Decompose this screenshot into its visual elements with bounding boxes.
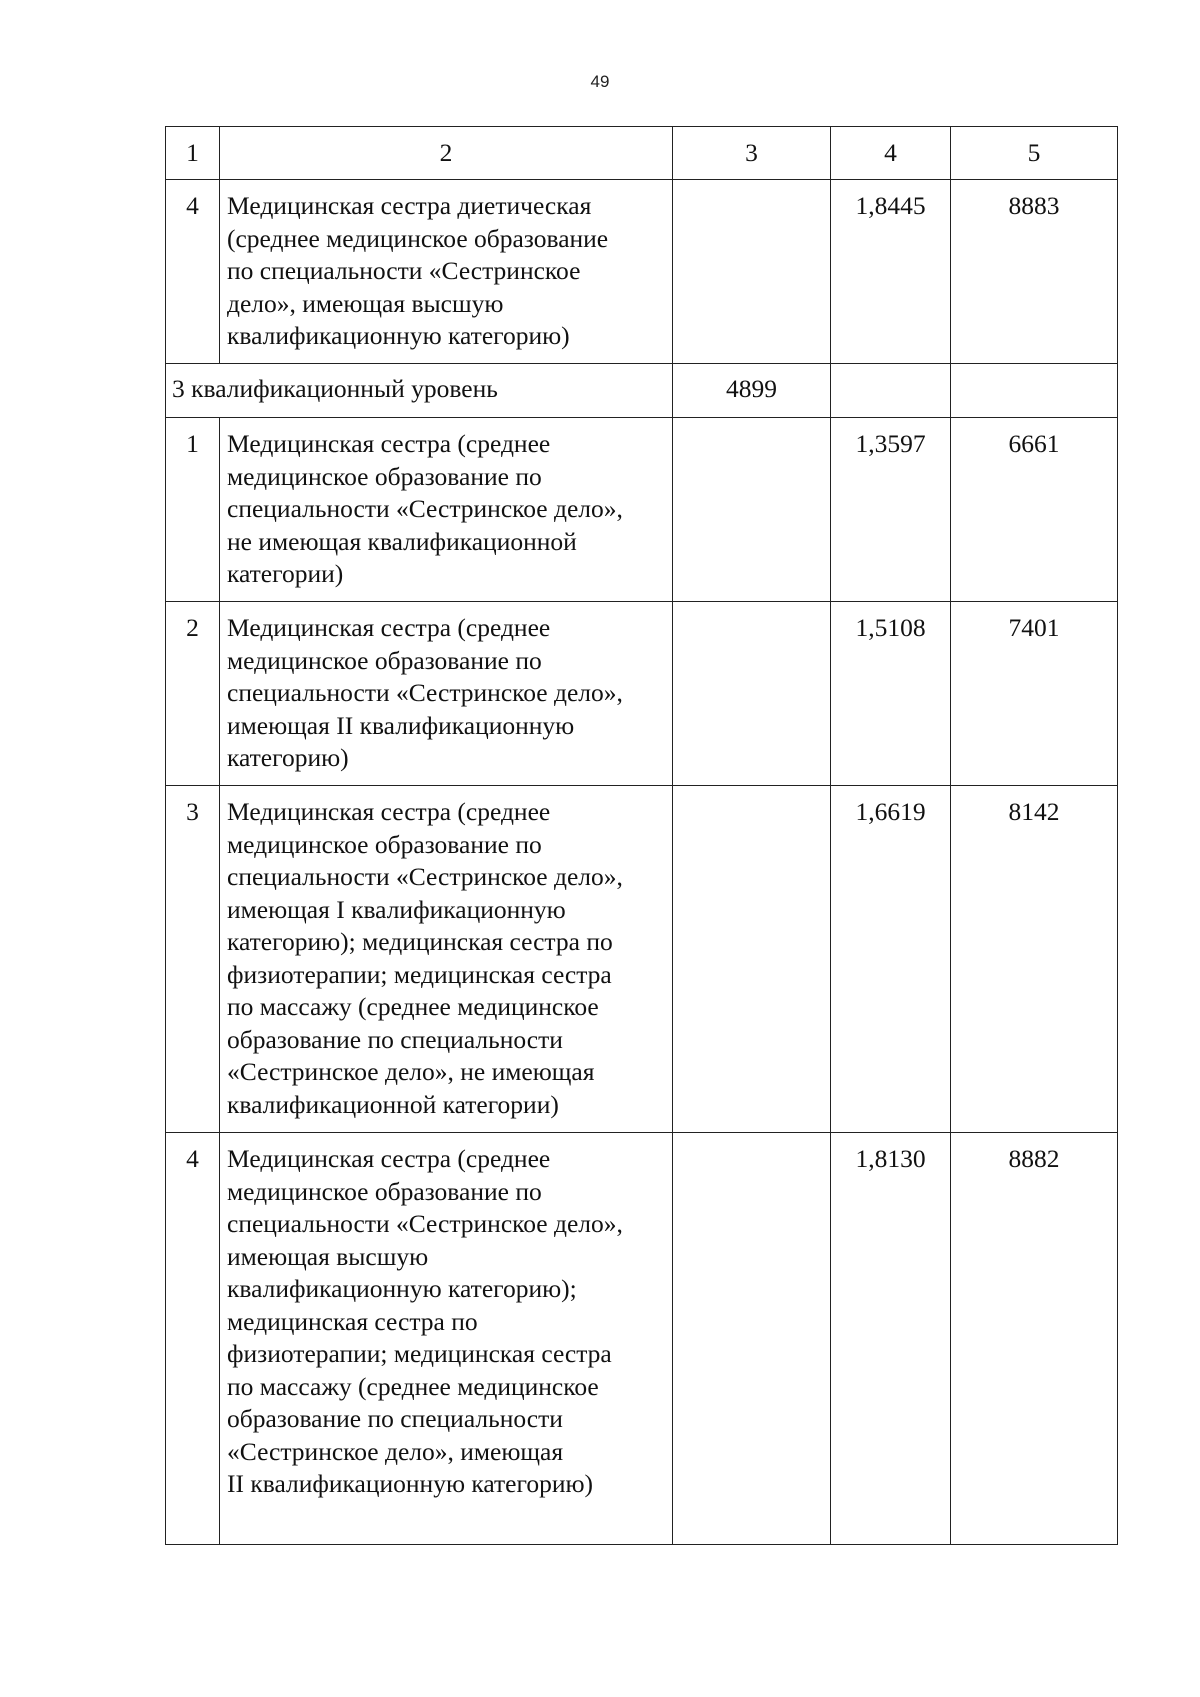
table-row	[166, 786, 1118, 1133]
table-row	[166, 180, 1118, 364]
salary-amount: 8882	[951, 1133, 1118, 1545]
position-description: Медицинская сестра (среднее медицинское образование по специальности «Сестринское дело», имеющая II квалификационную категорию)	[220, 602, 673, 786]
base-salary	[673, 1133, 831, 1545]
row-number: 1	[166, 418, 220, 602]
salary-table	[165, 126, 1118, 1545]
column-header: 4	[831, 127, 951, 180]
position-description: Медицинская сестра (среднее медицинское образование по специальности «Сестринское дело», имеющая высшую квалификационную категорию); медицинская сестра по физиотерапии; медицинская сестра по массажу (среднее медицинское образование по специальности «Сестринское дело», имеющая II квалификационную категорию)	[220, 1133, 673, 1545]
base-salary: 4899	[673, 364, 831, 418]
row-number: 4	[166, 1133, 220, 1545]
row-number: 3	[166, 786, 220, 1133]
coefficient: 1,6619	[831, 786, 951, 1133]
coefficient	[831, 364, 951, 418]
coefficient: 1,8130	[831, 1133, 951, 1545]
column-header: 3	[673, 127, 831, 180]
position-description: Медицинская сестра (среднее медицинское образование по специальности «Сестринское дело», имеющая I квалификационную категорию); медицинская сестра по физиотерапии; медицинская сестра по массажу (среднее медицинское образование по специальности «Сестринское дело», не имеющая квалификационной категории)	[220, 786, 673, 1133]
table-row	[166, 602, 1118, 786]
base-salary	[673, 180, 831, 364]
position-description: Медицинская сестра диетическая (среднее медицинское образование по специальности «Сестринское дело», имеющая высшую квалификационную категорию)	[220, 180, 673, 364]
coefficient: 1,3597	[831, 418, 951, 602]
base-salary	[673, 786, 831, 1133]
salary-amount: 6661	[951, 418, 1118, 602]
position-description: Медицинская сестра (среднее медицинское образование по специальности «Сестринское дело», не имеющая квалификационной категории)	[220, 418, 673, 602]
column-numbers-row	[166, 127, 1118, 180]
coefficient: 1,5108	[831, 602, 951, 786]
salary-amount: 8142	[951, 786, 1118, 1133]
base-salary	[673, 418, 831, 602]
page-number: 49	[590, 72, 610, 91]
salary-amount	[951, 364, 1118, 418]
qualification-level-row	[166, 364, 1118, 418]
column-header: 1	[166, 127, 220, 180]
coefficient: 1,8445	[831, 180, 951, 364]
table-row	[166, 1133, 1118, 1545]
row-number: 4	[166, 180, 220, 364]
salary-amount: 8883	[951, 180, 1118, 364]
column-header: 5	[951, 127, 1118, 180]
salary-amount: 7401	[951, 602, 1118, 786]
table-row	[166, 418, 1118, 602]
column-header: 2	[220, 127, 673, 180]
qualification-level-label: 3 квалификационный уровень	[166, 364, 673, 418]
row-number: 2	[166, 602, 220, 786]
base-salary	[673, 602, 831, 786]
